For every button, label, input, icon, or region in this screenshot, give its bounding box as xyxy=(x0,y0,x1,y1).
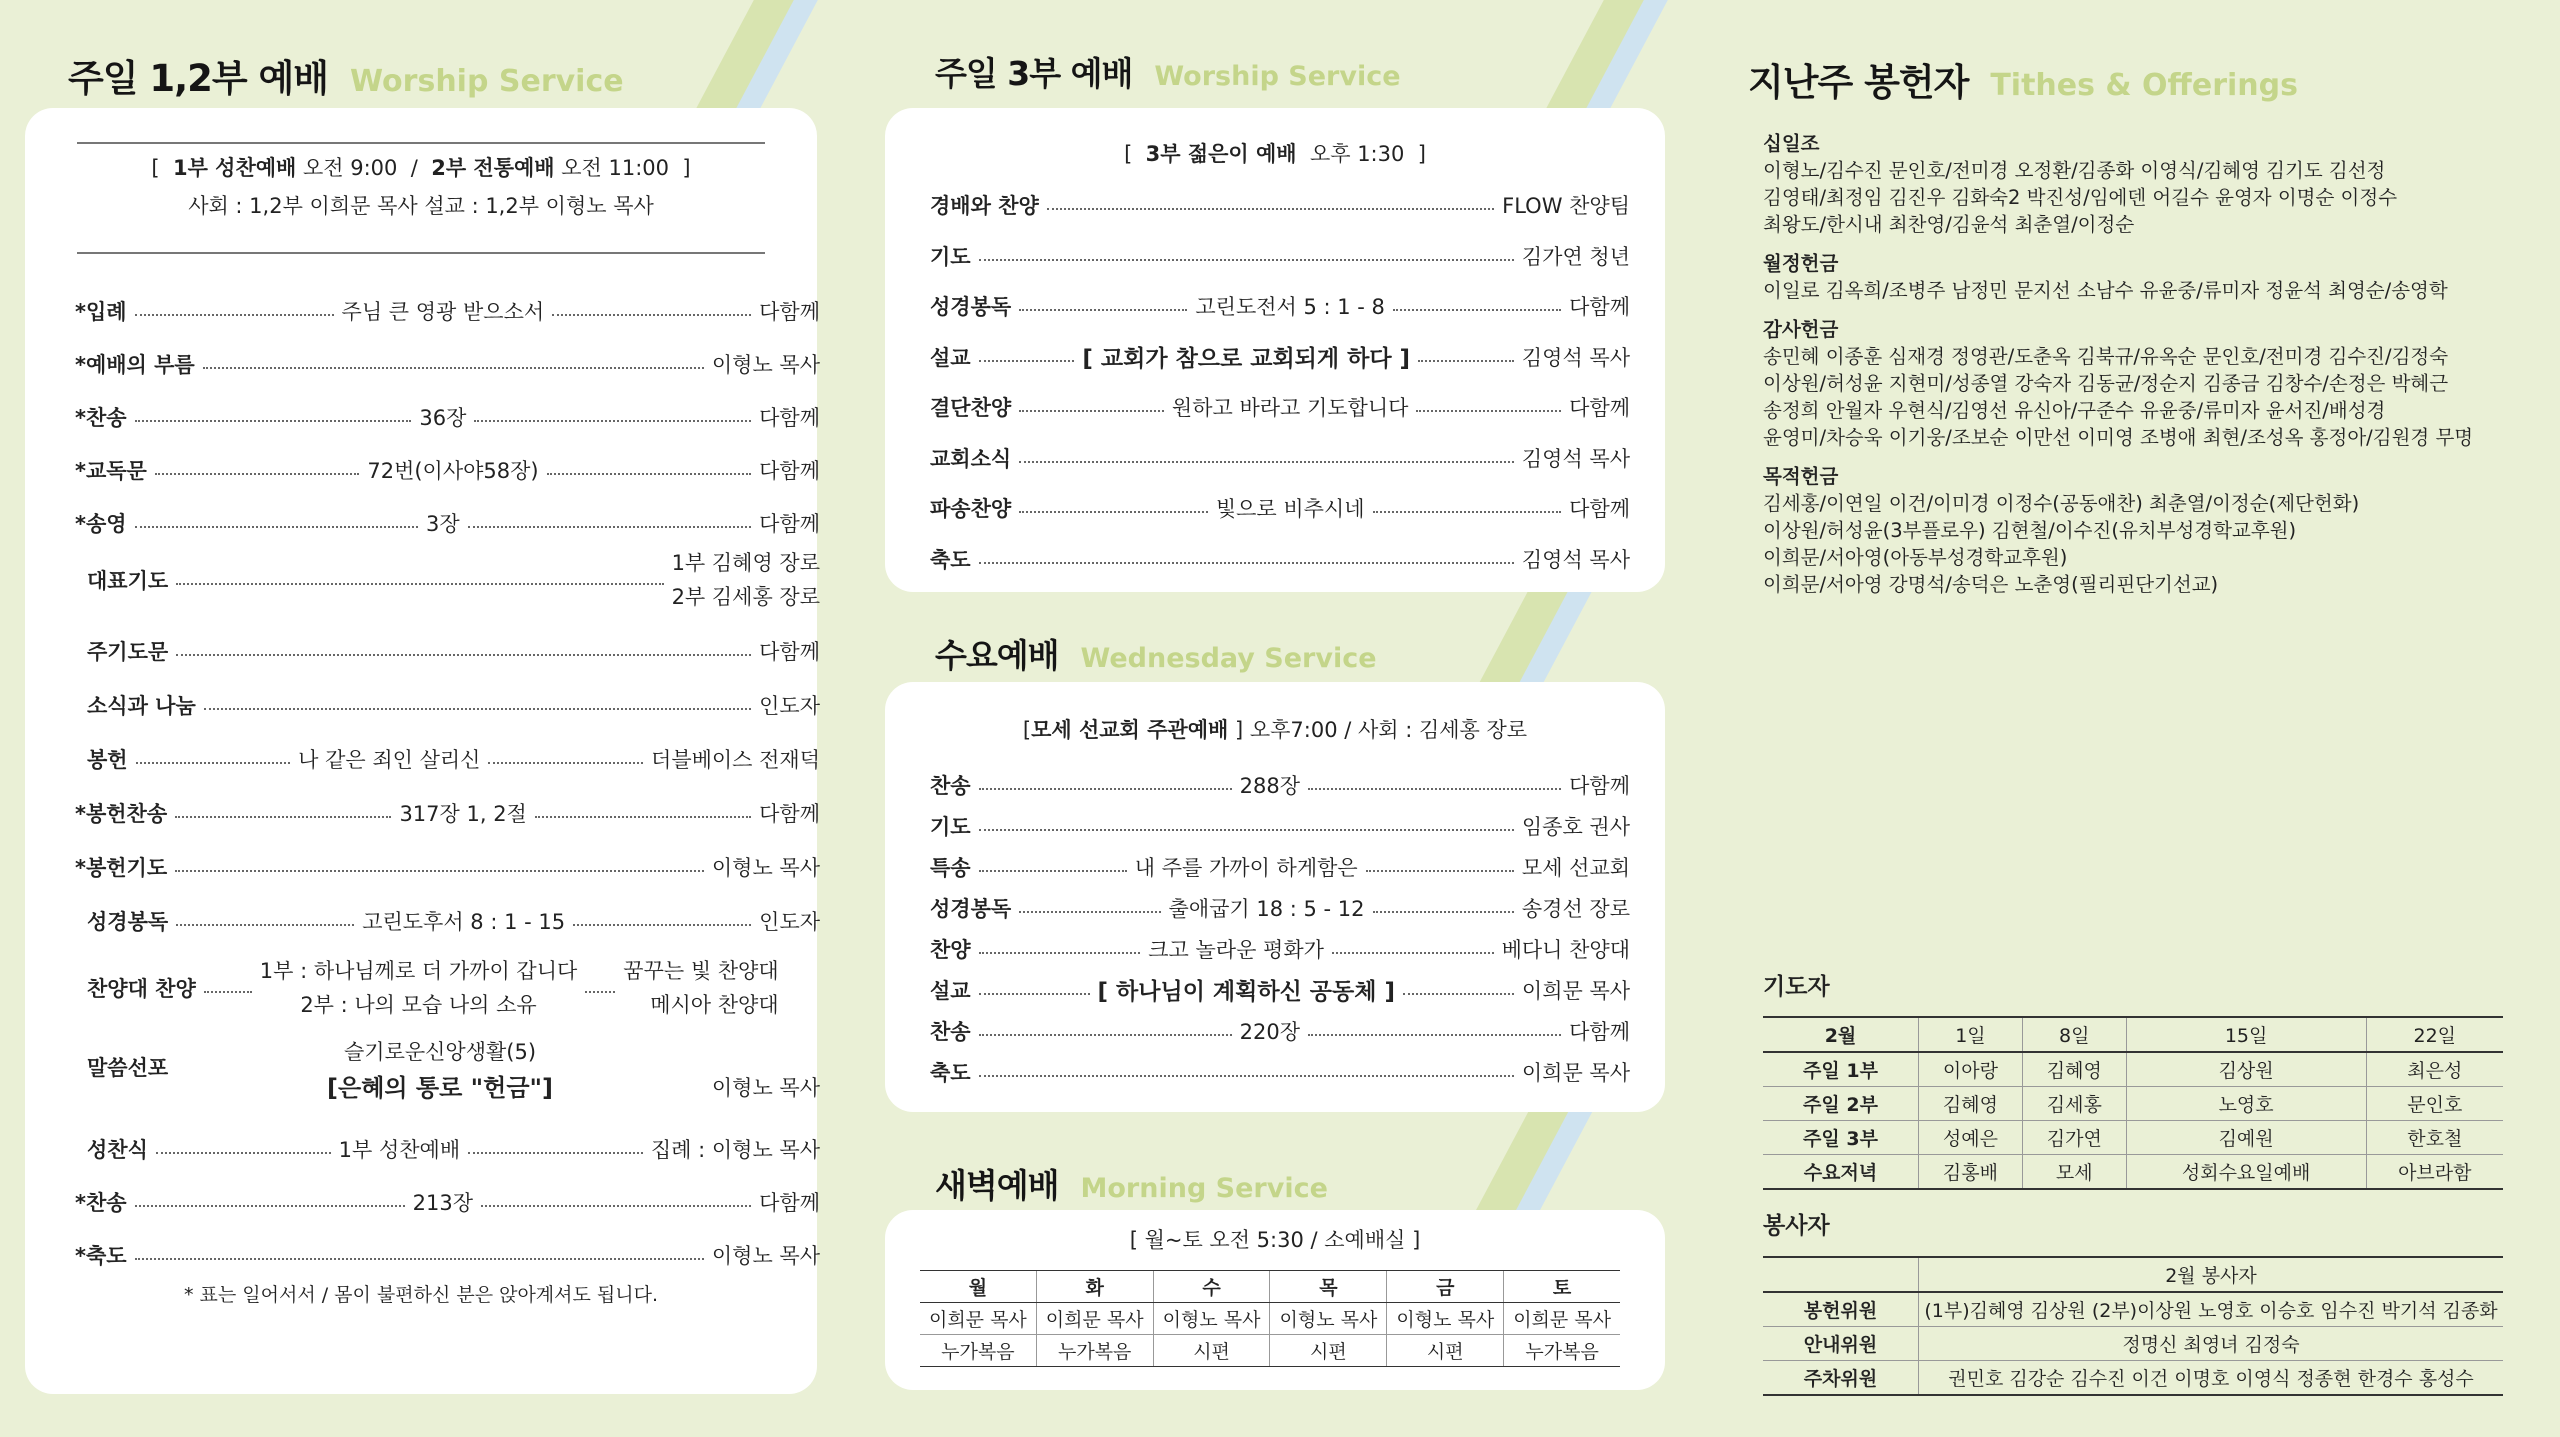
order-leader: 인도자 xyxy=(759,910,821,934)
order-label: *찬송 xyxy=(75,405,127,430)
volunteers-title: 봉사자 xyxy=(1763,1213,1830,1239)
order-leader: 집례 : 이형노 목사 xyxy=(650,1137,820,1162)
order-leader: 다함께 xyxy=(1569,773,1630,798)
offering-names: 이희문/서아영 강명석/송덕은 노춘영(필리핀단기선교) xyxy=(1763,573,2219,596)
offering-names: 이희문/서아영(아동부성경학교후원) xyxy=(1763,546,2068,569)
order-detail: 내 주를 가까이 하게함은 xyxy=(1134,855,1358,880)
table-cell: 누가복음 xyxy=(1036,1335,1153,1367)
order-leader: 이희문 목사 xyxy=(1521,978,1631,1003)
order-detail: 36장 xyxy=(419,405,467,430)
table-cell: 이희문 목사 xyxy=(920,1303,1036,1335)
prayer-row: 대표기도 1부 김혜영 장로 2부 김세홍 장로 xyxy=(87,551,820,609)
order-item xyxy=(930,231,1630,282)
order-item xyxy=(75,786,820,840)
order-item xyxy=(930,483,1630,534)
order-item xyxy=(75,732,820,786)
order-detail: 나 같은 죄인 살리신 xyxy=(298,748,481,772)
offering-names: 송민혜 이종훈 심재경 정영관/도춘옥 김북규/유옥순 문인호/전미경 김수진/김정숙 xyxy=(1763,345,2449,368)
card-morning xyxy=(885,1210,1665,1390)
offering-category: 목적헌금 xyxy=(1763,465,1839,488)
row-header: 주일 3부 xyxy=(1763,1121,1919,1155)
section-title-morning: 새벽예배 Morning Service xyxy=(935,1166,1328,1205)
order-label: 성경봉독 xyxy=(930,295,1012,320)
table-cell: 김혜영 xyxy=(1919,1087,2023,1121)
date-header: 1일 xyxy=(1919,1017,2023,1052)
order-label: *봉헌찬송 xyxy=(75,802,168,826)
section-title-sunday12 xyxy=(68,48,624,102)
order-label: 찬송 xyxy=(930,1019,971,1044)
table-row xyxy=(1763,1327,2503,1361)
order-leader: 다함께 xyxy=(759,299,820,324)
order-label: *찬송 xyxy=(75,1190,127,1215)
order-leader: 다함께 xyxy=(759,458,820,483)
order-item xyxy=(930,969,1630,1010)
prayers-title: 기도자 xyxy=(1763,974,1830,1000)
order-item xyxy=(75,1175,820,1228)
table-cell: 최은성 xyxy=(2366,1052,2503,1087)
order-label: 봉헌 xyxy=(87,748,128,772)
order-label: *송영 xyxy=(75,511,127,536)
order-label: *축도 xyxy=(75,1243,127,1268)
order-detail: 3장 xyxy=(426,511,460,536)
row-header: 주일 2부 xyxy=(1763,1087,1919,1121)
date-header: 22일 xyxy=(2366,1017,2503,1052)
table-cell: 이형노 목사 xyxy=(1153,1303,1270,1335)
date-header: 15일 xyxy=(2126,1017,2366,1052)
order-detail: 288장 xyxy=(1239,773,1301,798)
day-header: 수 xyxy=(1153,1271,1270,1303)
order-detail: 고린도전서 5 : 1 - 8 xyxy=(1195,295,1385,320)
order-item xyxy=(930,846,1630,887)
order-list-3 xyxy=(75,1122,820,1281)
order-leader: 모세 선교회 xyxy=(1521,855,1631,880)
offering-names: 김영태/최정임 김진우 김화숙2 박진성/임에덴 어길수 윤영자 이명순 이정수 xyxy=(1763,186,2398,209)
card-sunday12 xyxy=(25,108,821,1394)
order-leader: 이형노 목사 xyxy=(711,1243,820,1268)
order-label: 파송찬양 xyxy=(930,497,1012,522)
order-leader: 송경선 장로 xyxy=(1521,896,1630,921)
volunteers-table xyxy=(1763,1256,2503,1396)
order-leader: 다함께 xyxy=(1569,295,1630,320)
order-label: *예배의 부름 xyxy=(75,352,195,377)
table-row xyxy=(1763,1155,2503,1190)
order-label: 기도 xyxy=(930,814,971,839)
table-row xyxy=(1763,1292,2503,1327)
choir-row: 찬양대 찬양 1부 : 하나님께로 더 가까이 갑니다 2부 : 나의 모습 나의 소유 꿈꾸는 빛 찬양대 메시아 찬양대 xyxy=(87,959,779,1017)
order-label: 성경봉독 xyxy=(87,910,169,934)
table-cell: 김예원 xyxy=(2126,1121,2366,1155)
order-leader: 인도자 xyxy=(759,694,820,718)
order-item xyxy=(930,332,1630,383)
order-label: 축도 xyxy=(930,547,971,572)
row-header: 주차위원 xyxy=(1763,1361,1919,1396)
order-leader: 다함께 xyxy=(759,1190,821,1215)
offering-names: 송정희 안월자 우현식/김영선 유신아/구준수 유윤중/류미자 윤서진/배성경 xyxy=(1763,399,2386,422)
order-leader: 김영석 목사 xyxy=(1521,345,1630,370)
offering-names: 이형노/김수진 문인호/전미경 오정환/김종화 이영식/김혜영 김기도 김선정 xyxy=(1763,159,2386,182)
order-label: 소식과 나눔 xyxy=(87,694,196,718)
order-detail: 317장 1, 2절 xyxy=(399,802,527,826)
table-cell: 문인호 xyxy=(2366,1087,2503,1121)
service-header: [ 월~토 오전 5:30 / 소예배실 ] xyxy=(1129,1228,1421,1252)
order-leader: 다함께 xyxy=(759,640,820,664)
table-cell: 김홍배 xyxy=(1919,1155,2023,1190)
order-detail: 220장 xyxy=(1239,1019,1301,1044)
order-detail: 213장 xyxy=(412,1190,474,1215)
day-header: 금 xyxy=(1387,1271,1504,1303)
prayers-table xyxy=(1763,1016,2503,1190)
order-label: 교회소식 xyxy=(930,446,1012,471)
order-leader: 베다니 찬양대 xyxy=(1501,937,1630,962)
order-label: 찬송 xyxy=(930,773,971,798)
order-label: 설교 xyxy=(930,978,971,1003)
table-cell: 모세 xyxy=(2022,1155,2126,1190)
row-header: 봉헌위원 xyxy=(1763,1292,1919,1327)
section-title-sunday3: 주일 3부 예배 Worship Service xyxy=(935,54,1401,93)
table-cell: 누가복음 xyxy=(920,1335,1036,1367)
order-label: 찬양 xyxy=(930,937,971,962)
offering-names: 이일로 김옥희/조병주 남정민 문지선 소남수 유윤중/류미자 정윤석 최영순/송영학 xyxy=(1763,279,2448,302)
order-label: 경배와 찬양 xyxy=(930,194,1039,219)
order-item xyxy=(75,678,820,732)
offerings-list xyxy=(1763,130,2473,598)
table-row xyxy=(1763,1361,2503,1396)
order-item xyxy=(75,443,820,496)
card-wednesday xyxy=(885,682,1665,1112)
table-cell: 시편 xyxy=(1270,1335,1387,1367)
order-item xyxy=(930,433,1630,484)
service-header: [모세 선교회 주관예배 ] 오후7:00 / 사회 : 김세홍 장로 xyxy=(1022,718,1528,742)
order-item xyxy=(75,840,820,894)
table-cell: 시편 xyxy=(1153,1335,1270,1367)
section-title-wednesday: 수요예배 Wednesday Service xyxy=(935,636,1377,675)
order-leader: FLOW 찬양팀 xyxy=(1502,194,1630,219)
order-leader: 다함께 xyxy=(759,405,820,430)
order-leader: 김가연 청년 xyxy=(1521,244,1630,269)
morning-table xyxy=(920,1270,1620,1367)
offering-names: 윤영미/차승욱 이기웅/조보순 이만선 이미영 조병애 최현/조성옥 홍정아/김원경 무명 xyxy=(1763,426,2474,449)
order-detail: 원하고 바라고 기도합니다 xyxy=(1171,396,1409,421)
table-cell: 이형노 목사 xyxy=(1387,1303,1504,1335)
sermon-row: 말씀선포 슬기로운신앙생활(5) [은혜의 통로 "헌금"] 이형노 목사 xyxy=(87,1040,820,1102)
title-en: Worship Service xyxy=(350,64,624,99)
table-row xyxy=(1763,1087,2503,1121)
day-header: 목 xyxy=(1270,1271,1387,1303)
table-cell: (1부)김혜영 김상원 (2부)이상원 노영호 이승호 임수진 박기석 김종화 xyxy=(1919,1292,2504,1327)
order-detail: 출애굽기 18 : 5 - 12 xyxy=(1168,896,1365,921)
order-leader: 김영석 목사 xyxy=(1521,446,1630,471)
order-leader: 이희문 목사 xyxy=(1521,1060,1630,1085)
order-detail: 72번(이사야58장) xyxy=(367,458,539,483)
card-sunday3 xyxy=(885,108,1665,592)
order-item xyxy=(930,764,1630,805)
table-cell: 성회수요일예배 xyxy=(2126,1155,2366,1190)
order-leader: 다함께 xyxy=(1569,497,1631,522)
order-label: 성찬식 xyxy=(87,1137,148,1162)
order-item xyxy=(930,887,1630,928)
table-cell: 누가복음 xyxy=(1504,1335,1620,1367)
order-leader: 이형노 목사 xyxy=(711,856,820,880)
row-header: 안내위원 xyxy=(1763,1327,1919,1361)
footnote: * 표는 일어서서 / 몸이 불편하신 분은 앉아계셔도 됩니다. xyxy=(183,1284,659,1306)
service-header: [ 3부 젊은이 예배 오후 1:30 ] xyxy=(1124,142,1426,166)
order-label: 주기도문 xyxy=(87,640,169,664)
order-item xyxy=(75,284,820,337)
order-item xyxy=(75,1228,820,1281)
order-detail: 크고 놀라운 평화가 xyxy=(1148,937,1324,962)
volunteers-header: 2월 봉사자 xyxy=(1919,1257,2504,1292)
service-header: [ 1부 성찬예배 오전 9:00 / 2부 전통예배 오전 11:00 ] xyxy=(151,156,691,180)
order-label: 설교 xyxy=(930,345,971,370)
service-leaders: 사회 : 1,2부 이희문 목사 설교 : 1,2부 이형노 목사 xyxy=(188,194,654,218)
order-leader: 다함께 xyxy=(759,802,820,826)
table-row xyxy=(1763,1052,2503,1087)
order-detail: 주님 큰 영광 받으소서 xyxy=(341,299,545,324)
order-item xyxy=(930,180,1630,231)
order-item xyxy=(75,894,820,948)
offering-category: 감사헌금 xyxy=(1763,318,1839,341)
section-title-offerings: 지난주 봉헌자 Tithes & Offerings xyxy=(1748,61,2298,104)
order-leader: 다함께 xyxy=(1569,396,1631,421)
order-list xyxy=(930,764,1630,1092)
table-cell: 정명신 최영녀 김정숙 xyxy=(1919,1327,2504,1361)
order-leader: 이형노 목사 xyxy=(711,352,820,377)
order-detail: 고린도후서 8 : 1 - 15 xyxy=(362,910,566,934)
title-ko: 주일 1,2부 예배 xyxy=(68,57,329,100)
offering-category: 십일조 xyxy=(1763,132,1820,155)
table-cell: 아브라함 xyxy=(2366,1155,2503,1190)
order-label: *입례 xyxy=(75,299,127,324)
divider xyxy=(77,252,765,254)
order-item xyxy=(75,390,820,443)
row-header: 주일 1부 xyxy=(1763,1052,1919,1087)
order-item xyxy=(75,1122,820,1175)
order-label: 성경봉독 xyxy=(930,896,1012,921)
order-leader: 더블베이스 전재덕 xyxy=(651,748,820,772)
order-leader: 다함께 xyxy=(1569,1019,1630,1044)
order-label: *교독문 xyxy=(75,458,147,483)
order-label: 특송 xyxy=(930,855,971,880)
order-item xyxy=(930,1051,1630,1092)
table-cell: 김세홍 xyxy=(2022,1087,2126,1121)
order-item xyxy=(930,534,1630,585)
offering-names: 최왕도/한시내 최찬영/김윤석 최춘열/이정순 xyxy=(1763,213,2135,236)
order-item xyxy=(930,382,1630,433)
order-detail: 빛으로 비추시네 xyxy=(1215,497,1365,522)
table-cell: 김가연 xyxy=(2022,1121,2126,1155)
order-label: 기도 xyxy=(930,244,971,269)
order-item xyxy=(930,928,1630,969)
offering-names: 김세홍/이연일 이건/이미경 이정수(공동애찬) 최춘열/이정순(제단헌화) xyxy=(1763,492,2360,515)
order-leader: 김영석 목사 xyxy=(1521,547,1630,572)
table-cell: 김상원 xyxy=(2126,1052,2366,1087)
date-header: 8일 xyxy=(2022,1017,2126,1052)
order-item xyxy=(75,624,820,678)
table-cell: 시편 xyxy=(1387,1335,1504,1367)
table-cell: 권민호 김강순 김수진 이건 이명호 이영식 정종현 한경수 홍성수 xyxy=(1919,1361,2504,1396)
order-item xyxy=(930,281,1630,332)
table-row xyxy=(1763,1121,2503,1155)
day-header: 월 xyxy=(920,1271,1036,1303)
order-list xyxy=(930,180,1630,584)
divider xyxy=(77,142,765,144)
order-item xyxy=(930,805,1630,846)
offering-category: 월정헌금 xyxy=(1763,252,1839,275)
order-leader: 다함께 xyxy=(759,511,821,536)
table-cell: 노영호 xyxy=(2126,1087,2366,1121)
table-cell: 이희문 목사 xyxy=(1504,1303,1620,1335)
table-cell: 성예은 xyxy=(1919,1121,2023,1155)
order-label: 결단찬양 xyxy=(930,396,1012,421)
month-header: 2월 xyxy=(1763,1017,1919,1052)
offering-names: 이상원/허성윤 지현미/성종열 강숙자 김동균/정순지 김종금 김창수/손정은 박혜근 xyxy=(1763,372,2449,395)
order-detail: 1부 성찬예배 xyxy=(338,1137,461,1162)
order-item xyxy=(75,337,820,390)
order-list-2 xyxy=(75,624,820,948)
table-cell: 이형노 목사 xyxy=(1270,1303,1387,1335)
offering-names: 이상원/허성윤(3부플로우) 김현철/이수진(유치부성경학교후원) xyxy=(1763,519,2297,542)
order-item xyxy=(75,496,820,549)
day-header: 토 xyxy=(1504,1271,1620,1303)
order-label: *봉헌기도 xyxy=(75,856,168,880)
order-detail: [ 교회가 참으로 교회되게 하다 ] xyxy=(1082,346,1411,373)
order-item xyxy=(930,1010,1630,1051)
table-cell: 한호철 xyxy=(2366,1121,2503,1155)
day-header: 화 xyxy=(1036,1271,1153,1303)
order-leader: 임종호 권사 xyxy=(1521,814,1630,839)
order-detail: [ 하나님이 계획하신 공동체 ] xyxy=(1097,979,1395,1005)
row-header: 수요저녁 xyxy=(1763,1155,1919,1190)
table-cell: 김혜영 xyxy=(2022,1052,2126,1087)
order-label: 축도 xyxy=(930,1060,971,1085)
order-list-1 xyxy=(75,284,820,549)
table-cell: 이희문 목사 xyxy=(1036,1303,1153,1335)
table-cell: 이아랑 xyxy=(1919,1052,2023,1087)
